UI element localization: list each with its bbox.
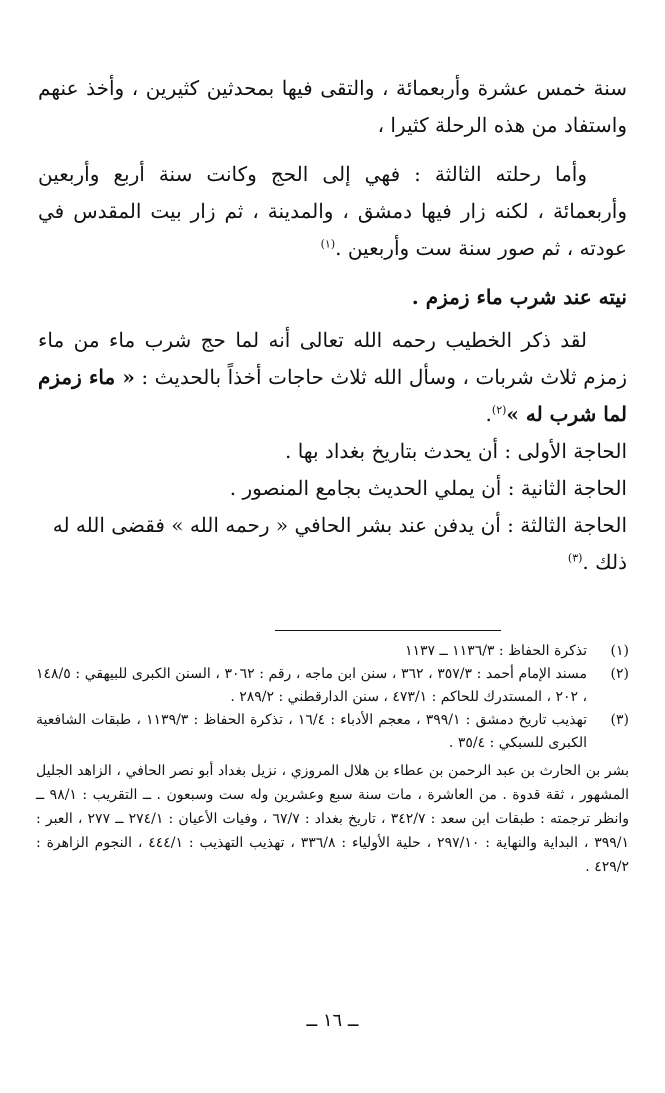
zamzam-text: لقد ذكر الخطيب رحمه الله تعالى أنه لما حج شرب ماء من ماء زمزم ثلاث شربات ، وسأل الله ثلاث حاجات أخذاً بالحديث : [38, 328, 627, 389]
footnote-ref-1: (١) [320, 237, 336, 251]
footnote-text: تهذيب تاريخ دمشق : ٣٩٩/١ ، معجم الأدباء : ١٦/٤ ، تذكرة الحفاظ : ١١٣٩/٣ ، طبقات الشافعية الكبرى للسبكي : ٣٥/٤ . [36, 712, 588, 751]
footnotes [36, 640, 629, 879]
footnote-1 [36, 640, 629, 663]
footnote-number: (١) [610, 643, 629, 659]
page-number: ــ ١٦ ــ [306, 1010, 359, 1031]
third-journey-text: وأما رحلته الثالثة : فهي إلى الحج وكانت سنة أربع وأربعين وأربعمائة ، لكنه زار فيها دمشق ، والمدينة ، ثم زار بيت المقدس في عودته ، ثم صور سنة ست وأربعين . [38, 162, 627, 260]
paragraph-zamzam [38, 322, 627, 433]
paragraph-journey-2-end: سنة خمس عشرة وأربعمائة ، والتقى فيها بمحدثين كثيرين ، وأخذ عنهم واستفاد من هذه الرحلة كثيرا ، [38, 76, 627, 137]
need-third [38, 507, 627, 581]
main-text [38, 70, 627, 581]
need-third-text: الحاجة الثالثة : أن يدفن عند بشر الحافي « رحمه الله » فقضى الله له ذلك . [52, 513, 627, 574]
footnote-number: (٣) [610, 712, 629, 728]
need-first: الحاجة الأولى : أن يحدث بتاريخ بغداد بها . [284, 439, 627, 463]
footnote-3-continuation: بشر بن الحارث بن عبد الرحمن بن عطاء بن هلال المروزي ، نزيل بغداد أبو نصر الحافي ، الزاهد الجليل المشهور ، ثقة قدوة . من العاشرة ، مات سنة سبع وعشرين وله ست وسبعون . ــ التقريب : ٩٨/١ ــ وانظر ترجمته : طبقات ابن سعد : ٣٤٢/٧ ، تاريخ بغداد : ٦٧/٧ ، وفيات الأعيان : ٢٧٤/١ ــ ٢٧٧ ، العبر : ٣٩٩/١ ، البداية والنهاية : ٢٩٧/١٠ ، حلية الأولياء : ٣٣٦/٨ ، تهذيب التهذيب : ٤٤٤/١ ، النجوم الزاهرة : ٤٢٩/٢ . [36, 763, 630, 875]
footnote-2 [36, 663, 629, 709]
footnote-3 [36, 709, 629, 755]
need-second: الحاجة الثانية : أن يملي الحديث بجامع المنصور . [229, 476, 627, 500]
footnote-text: تذكرة الحفاظ : ١١٣٦/٣ ــ ١١٣٧ [404, 643, 587, 659]
footnote-ref-3: (٣) [567, 551, 583, 565]
footnote-number: (٢) [610, 666, 629, 682]
section-heading: نيته عند شرب ماء زمزم . [411, 285, 627, 309]
footnote-divider [275, 630, 501, 631]
paragraph-third-journey [38, 156, 627, 267]
zamzam-end: . [485, 402, 492, 426]
footnote-ref-2: (٢) [491, 403, 507, 417]
footnote-text: مسند الإمام أحمد : ٣٥٧/٣ ، ٣٦٢ ، سنن ابن ماجه ، رقم : ٣٠٦٢ ، السنن الكبرى للبيهقي : ١٤٨/٥ ، ٢٠٢ ، المستدرك للحاكم : ٤٧٣/١ ، سنن الدارقطني : ٢٨٩/٢ . [36, 666, 588, 705]
hadith-quote: « ماء زمزم لما شرب له » [38, 365, 627, 426]
